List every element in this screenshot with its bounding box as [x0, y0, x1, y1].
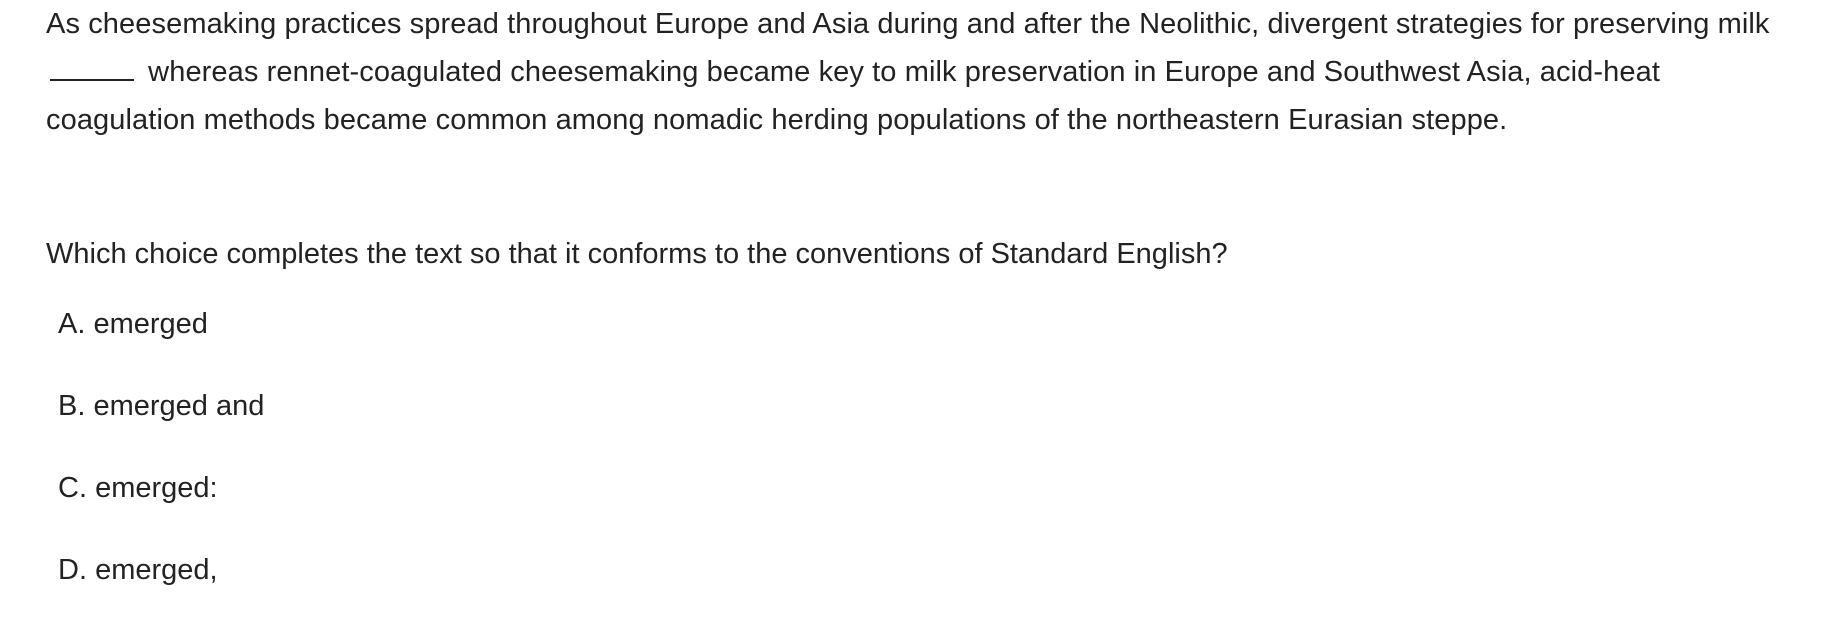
answer-blank	[50, 57, 134, 81]
choice-text: emerged and	[93, 390, 265, 422]
answer-choices	[58, 304, 264, 632]
choice-letter: A.	[58, 308, 86, 340]
passage-before-blank: As cheesemaking practices spread throughout Europe and Asia during and after the Neolithic, divergent strategies for preserving milk	[46, 8, 1770, 40]
choice-letter: B.	[58, 390, 86, 422]
choice-letter: C.	[58, 472, 87, 504]
passage-text	[46, 0, 1816, 144]
choice-text: emerged:	[95, 472, 218, 504]
choice-b[interactable]	[58, 386, 264, 426]
question-container	[46, 0, 1816, 586]
choice-text: emerged,	[95, 554, 218, 586]
choice-d[interactable]	[58, 550, 264, 590]
choice-text: emerged	[93, 308, 208, 340]
question-prompt: Which choice completes the text so that it conforms to the conventions of Standard English?	[46, 238, 1228, 270]
choice-a[interactable]	[58, 304, 264, 344]
choice-letter: D.	[58, 554, 87, 586]
passage-after-blank: whereas rennet-coagulated cheesemaking became key to milk preservation in Europe and Southwest Asia, acid-heat coagulation methods became common among nomadic herding populations of the northeastern Eurasian steppe.	[46, 56, 1660, 136]
choice-c[interactable]	[58, 468, 264, 508]
